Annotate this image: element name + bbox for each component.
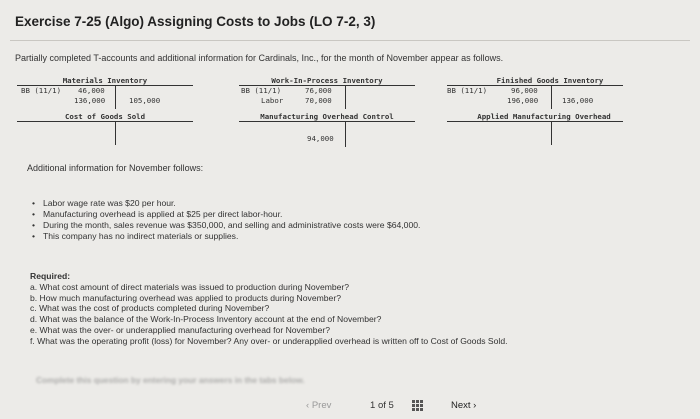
list-item: • Manufacturing overhead is applied at $25 per direct labor-hour. (43, 209, 420, 220)
chevron-right-icon: › (470, 400, 477, 411)
t-account-vline (551, 85, 552, 109)
next-button[interactable] (451, 400, 476, 411)
bb-value: 46,000 (78, 86, 105, 95)
t-account-vline (345, 121, 346, 147)
title-divider (10, 40, 690, 41)
required-item: c. What was the cost of products completed during November? (30, 303, 270, 314)
required-item: f. What was the operating profit (loss) for November? Any over- or underapplied overhead is written off to Cost of Goods Sold. (30, 335, 508, 346)
t-account-vline (551, 121, 552, 145)
t-account-title: Materials Inventory (62, 76, 148, 85)
list-item: • This company has no indirect materials or supplies. (43, 231, 420, 242)
chevron-left-icon: ‹ (306, 400, 312, 411)
required-item: b. How much manufacturing overhead was applied to products during November? (30, 292, 341, 303)
debit-value: 136,000 (74, 96, 106, 105)
t-account-title: Applied Manufacturing Overhead (477, 112, 611, 121)
t-account-applied-moh (447, 112, 623, 148)
additional-heading: Additional information for November follows: (27, 163, 204, 173)
required-section (30, 271, 508, 347)
required-item: a. What cost amount of direct materials was issued to production during November? (30, 281, 350, 292)
credit-value: 136,000 (562, 96, 594, 105)
credit-value: 105,000 (129, 96, 161, 105)
bb-label: BB (11/1) (21, 86, 62, 95)
t-account-hline (17, 121, 193, 122)
prev-label: Prev (311, 400, 332, 411)
bb-label: BB (11/1) (447, 86, 488, 95)
of-label: of (377, 400, 386, 411)
labor-value: 70,000 (305, 96, 332, 105)
next-label: Next (451, 400, 471, 411)
current-page: 1 (370, 400, 376, 411)
t-account-moh-control (239, 112, 415, 148)
required-heading: Required: (30, 271, 71, 281)
t-account-title: Cost of Goods Sold (64, 112, 146, 121)
t-account-vline (345, 85, 346, 109)
list-item: • During the month, sales revenue was $350,000, and selling and administrative costs were $64,000. (43, 220, 420, 231)
pagination-bar (0, 397, 700, 419)
labor-label: Labor (261, 96, 284, 105)
bb-value: 76,000 (305, 86, 332, 95)
bb-value: 96,000 (511, 86, 538, 95)
debit-value: 94,000 (307, 134, 334, 143)
t-account-wip (239, 76, 415, 110)
t-account-vline (115, 85, 116, 109)
t-account-title: Manufacturing Overhead Control (260, 112, 394, 121)
t-account-hline (239, 121, 415, 122)
total-pages: 5 (388, 400, 394, 411)
additional-list (43, 198, 420, 242)
t-account-vline (115, 121, 116, 145)
grid-icon[interactable] (412, 400, 423, 411)
t-account-materials (17, 76, 193, 110)
bb-label: BB (11/1) (241, 86, 282, 95)
page-title: Exercise 7-25 (Algo) Assigning Costs to Jobs (LO 7-2, 3) (15, 14, 376, 29)
faded-instruction: Complete this question by entering your answers in the tabs below. (36, 375, 305, 385)
debit-value: 196,000 (507, 96, 539, 105)
t-account-hline (447, 121, 623, 122)
required-item: d. What was the balance of the Work-In-Process Inventory account at the end of November? (30, 314, 382, 325)
t-account-cogs (17, 112, 193, 148)
prev-button[interactable] (306, 400, 331, 411)
required-item: e. What was the over- or underapplied manufacturing overhead for November? (30, 324, 330, 335)
t-account-title: Finished Goods Inventory (496, 76, 604, 85)
t-account-finished (447, 76, 623, 110)
intro-text: Partially completed T-accounts and additional information for Cardinals, Inc., for the month of November appear as follows. (15, 53, 504, 63)
list-item: • Labor wage rate was $20 per hour. (43, 198, 420, 209)
page-indicator (370, 400, 394, 411)
t-account-title: Work-In-Process Inventory (271, 76, 383, 85)
